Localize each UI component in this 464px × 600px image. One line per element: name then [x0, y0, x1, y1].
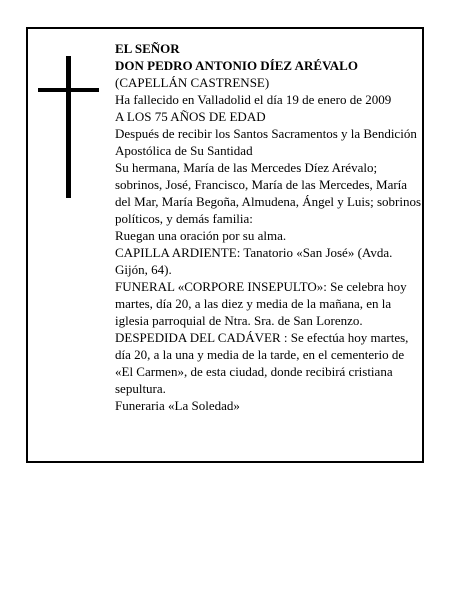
funeral-paragraph: FUNERAL «CORPORE INSEPULTO»: Se celebra hoy martes, día 20, a las diez y media de la mañana, en la iglesia parroquial de Ntra. Sra. de San Lorenzo. [115, 279, 407, 328]
death-line: Ha fallecido en Valladolid el día 19 de enero de 2009 [115, 92, 392, 107]
heading-title: EL SEÑOR [115, 41, 180, 56]
funeral-home-line: Funeraria «La Soledad» [115, 398, 240, 413]
deceased-role: (CAPELLÁN CASTRENSE) [115, 75, 270, 90]
cross-horizontal-bar [38, 88, 99, 92]
prayer-line: Ruegan una oración por su alma. [115, 228, 287, 243]
chapel-paragraph: CAPILLA ARDIENTE: Tanatorio «San José» (Avda. Gijón, 64). [115, 245, 393, 277]
family-paragraph: Su hermana, María de las Mercedes Díez Arévalo; sobrinos, José, Francisco, María de las Mercedes, María del Mar, María Begoña, Almudena, Ángel y Luis; sobrinos políticos, y demás familia: [115, 160, 422, 226]
farewell-paragraph: DESPEDIDA DEL CADÁVER : Se efectúa hoy martes, día 20, a la una y media de la tarde, en el cementerio de «El Carmen», de esta ciudad, donde recibirá cristiana sepultura. [115, 330, 409, 396]
notice-text [115, 40, 423, 414]
deceased-name: DON PEDRO ANTONIO DÍEZ ARÉVALO [115, 58, 358, 73]
sacraments-paragraph: Después de recibir los Santos Sacramentos y la Bendición Apostólica de Su Santidad [115, 126, 417, 158]
cross-vertical-bar [66, 56, 71, 198]
obituary-notice [26, 27, 424, 463]
age-line: A LOS 75 AÑOS DE EDAD [115, 109, 266, 124]
